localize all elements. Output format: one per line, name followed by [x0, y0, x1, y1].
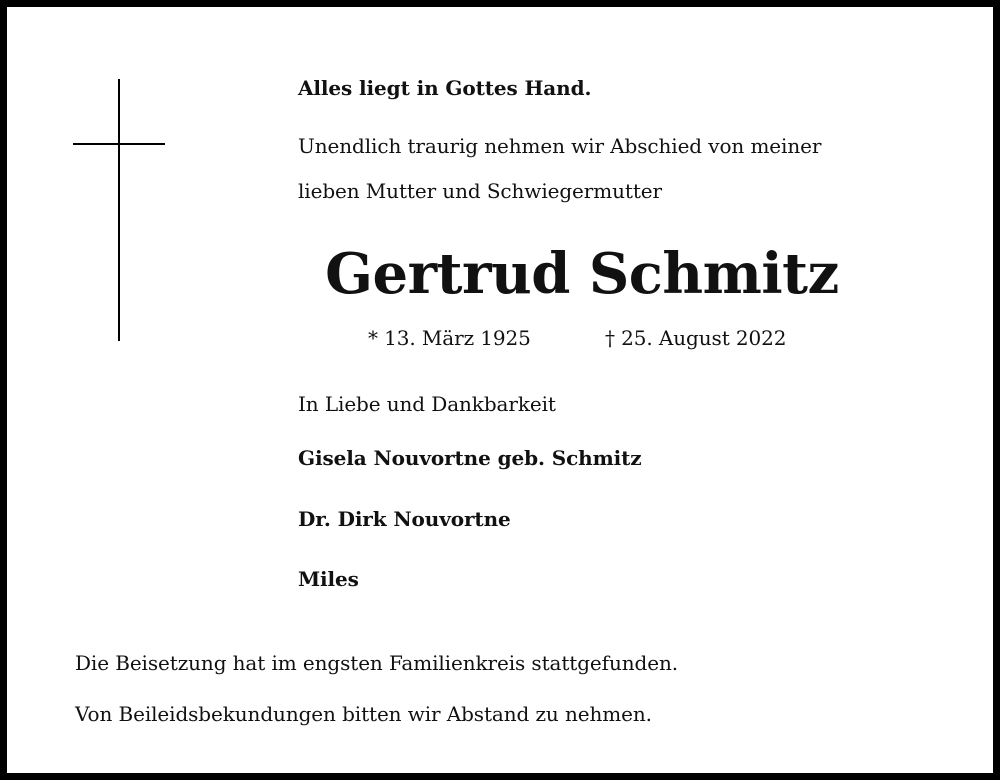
deceased-name: Gertrud Schmitz [325, 241, 839, 307]
funeral-notice: Die Beisetzung hat im engsten Familienkreis stattgefunden. [75, 651, 678, 675]
condolence-notice: Von Beileidsbekundungen bitten wir Abstand zu nehmen. [75, 702, 652, 726]
intro-line-1: Unendlich traurig nehmen wir Abschied von meiner [298, 134, 822, 158]
mourner-name: Gisela Nouvortne geb. Schmitz [298, 446, 642, 470]
mourner-name: Dr. Dirk Nouvortne [298, 507, 511, 531]
death-date: † 25. August 2022 [605, 326, 787, 350]
mourner-name: Miles [298, 567, 359, 591]
intro-line-2: lieben Mutter und Schwiegermutter [298, 179, 662, 203]
birth-date: * 13. März 1925 [368, 326, 531, 350]
closing-phrase: In Liebe und Dankbarkeit [298, 392, 556, 416]
motto: Alles liegt in Gottes Hand. [298, 76, 592, 100]
